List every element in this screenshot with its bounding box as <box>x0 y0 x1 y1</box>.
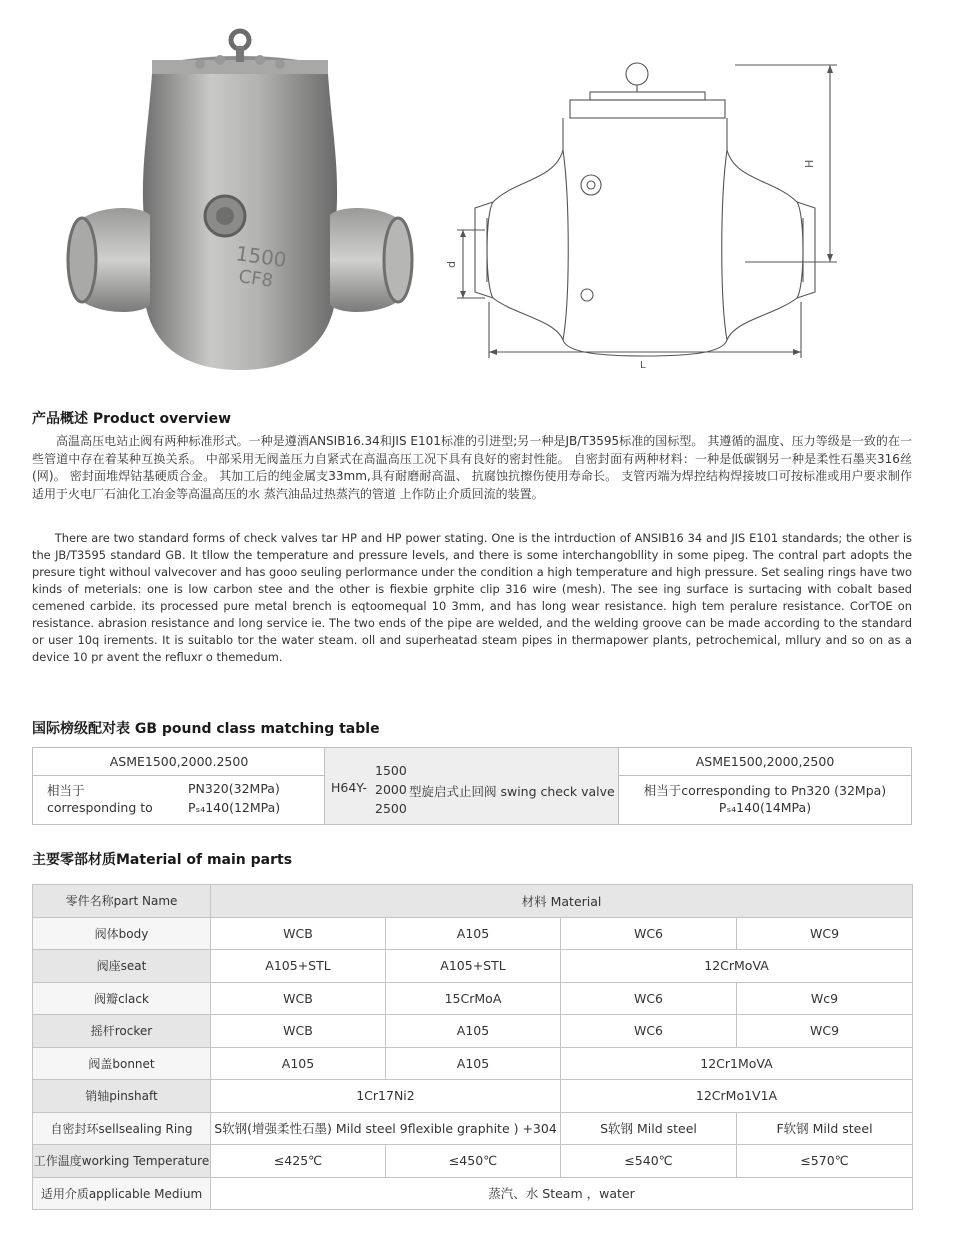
cell: WC6 <box>561 1015 737 1048</box>
row-label: 摇杆rocker <box>33 1015 211 1048</box>
dim-length-label: L <box>640 360 646 371</box>
cell: WC9 <box>737 917 913 950</box>
parts-table-title: 主要零部材质Material of main parts <box>32 852 293 868</box>
gb-left-header: ASME1500,2000.2500 <box>33 748 325 776</box>
table-row <box>33 1177 913 1210</box>
gb-left-value-1: PN320(32MPa) <box>188 781 280 796</box>
overview-text-en: There are two standard forms of check valves tar HP and HP power stating. One is the intrduction of ANSIB16 34 and JIS E101 standards; the other is the JB/T3595 standard GB. It tllow the temperature and pressure levels, and there is some interchangobllity in some pipeg. The contral part adopts the presure tight withoul valvecover and has gooo seuling perlormance under the condition a high temperature and high pressure. Set sealing rings have two kinds of meterials: one is low carbon stee and the other is fiexbie grphite clip 316 wire (mesh). The see ing surface is surtacing with cobalt based cemened carbide. its processed pure metal brench is eqtoomequal 10 3mm, and has long wear resistance. high tem peralure resistance. CorTOE on resistance. abrasion resistance and long service ie. The two ends of the pipe are welded, and the welding groove can be made according to the standard or user 10q irements. It is suitablo tor the water steam. oll and superheatad steam pipes in thermapower plants, petrochemical, mllury and so on as a device 10 pr avent the refluxr o themedum. <box>32 531 912 664</box>
row-label: 自密封环sellsealing Ring <box>33 1112 211 1145</box>
cell: ≤540℃ <box>561 1145 737 1178</box>
dim-diameter-label: d <box>445 261 458 268</box>
gb-left-value-2: Pₛ₄140(12MPa) <box>188 800 281 815</box>
overview-text-cn: 高温高压电站止阀有两种标准形式。一种是遵酒ANSIB16.34和JIS E101标准的引进型;另一种是JB/T3595标准的国标型。 其遵循的温度、压力等级是一致的在一些管道中存在着某种互换关系。 中部采用无阀盖压力自紧式在高温高压工况下具有良好的密封性能。 自密封面有两种材料：一种是低碳钢另一种是柔性石墨夹316丝(网)。 密封面堆焊钴基硬质合金。 其加工后的纯金属支33mm,具有耐磨耐高温、 抗腐蚀抗擦伤使用寿命长。 支管丙端为焊控结构焊接坡口可按标准或用户要求制作 适用于火电厂石油化工冶金等高温高压的水 蒸汽油品过热蒸汽的管道 上作防止介质回流的装置。 <box>32 434 912 501</box>
row-label: 阀体body <box>33 917 211 950</box>
cell: A105 <box>386 1047 561 1080</box>
svg-text:1500: 1500 <box>234 241 289 273</box>
gb-left-cell <box>33 748 325 824</box>
gb-right-line-2: Pₛ₄140(14MPa) <box>718 800 812 815</box>
svg-text:CF8: CF8 <box>237 266 275 292</box>
gb-right-cell <box>619 748 911 824</box>
cell: 12CrMo1V1A <box>561 1080 913 1113</box>
gb-class-table <box>32 747 912 825</box>
cell: F软钢 Mild steel <box>737 1112 913 1145</box>
valve-photo <box>60 20 420 375</box>
cell: WCB <box>211 1015 386 1048</box>
header-part-name: 零件名称part Name <box>33 885 211 918</box>
gb-left-label-cn: 相当于 <box>47 783 85 798</box>
cell: WC6 <box>561 982 737 1015</box>
materials-table <box>32 884 913 1210</box>
gb-class-1500: 1500 <box>375 763 407 778</box>
cell: WCB <box>211 982 386 1015</box>
cell: WC6 <box>561 917 737 950</box>
gb-right-line-1: 相当于corresponding to Pn320 (32Mpa) <box>643 783 887 798</box>
dim-height-label: H <box>803 159 816 168</box>
table-row <box>33 982 913 1015</box>
cell: WCB <box>211 917 386 950</box>
table-header-row <box>33 885 913 918</box>
cell: A105+STL <box>386 950 561 983</box>
cell: A105 <box>211 1047 386 1080</box>
table-row <box>33 1015 913 1048</box>
cell: ≤425℃ <box>211 1145 386 1178</box>
cell: 15CrMoA <box>386 982 561 1015</box>
cell: S软钢(增强柔性石墨) Mild steel 9flexible graphite ) +304 <box>211 1112 561 1145</box>
gb-class-2500: 2500 <box>375 801 407 816</box>
gb-right-header: ASME1500,2000,2500 <box>619 748 911 776</box>
table-row <box>33 917 913 950</box>
header-material: 材料 Material <box>211 885 913 918</box>
cell: 1Cr17Ni2 <box>211 1080 561 1113</box>
gb-middle-cell <box>325 748 619 824</box>
cell: WC9 <box>737 1015 913 1048</box>
cell: Wc9 <box>737 982 913 1015</box>
gb-model-code: H64Y- <box>331 780 367 795</box>
row-label: 工作温度working Temperature <box>33 1145 211 1178</box>
gb-valve-type: 型旋启式止回阀 swing check valve <box>409 784 615 799</box>
cell: ≤450℃ <box>386 1145 561 1178</box>
row-label: 适用介质applicable Medium <box>33 1177 211 1210</box>
table-row <box>33 950 913 983</box>
row-label: 阀盖bonnet <box>33 1047 211 1080</box>
row-label: 阀座seat <box>33 950 211 983</box>
cell: 12CrMoVA <box>561 950 913 983</box>
table-row <box>33 1047 913 1080</box>
cell: 蒸汽、水 Steam ，water <box>211 1177 913 1210</box>
table-row <box>33 1080 913 1113</box>
overview-title: 产品概述 Product overview <box>32 411 232 427</box>
cell: ≤570℃ <box>737 1145 913 1178</box>
cell: A105 <box>386 1015 561 1048</box>
table-row <box>33 1112 913 1145</box>
cell: A105 <box>386 917 561 950</box>
gb-table-title: 国际榜级配对表 GB pound class matching table <box>32 721 380 737</box>
valve-drawing <box>445 40 855 375</box>
gb-left-label-en: corresponding to <box>47 800 153 815</box>
row-label: 销轴pinshaft <box>33 1080 211 1113</box>
cell: A105+STL <box>211 950 386 983</box>
gb-class-2000: 2000 <box>375 782 407 797</box>
cell: S软钢 Mild steel <box>561 1112 737 1145</box>
table-row <box>33 1145 913 1178</box>
row-label: 阀瓣clack <box>33 982 211 1015</box>
cell: 12Cr1MoVA <box>561 1047 913 1080</box>
